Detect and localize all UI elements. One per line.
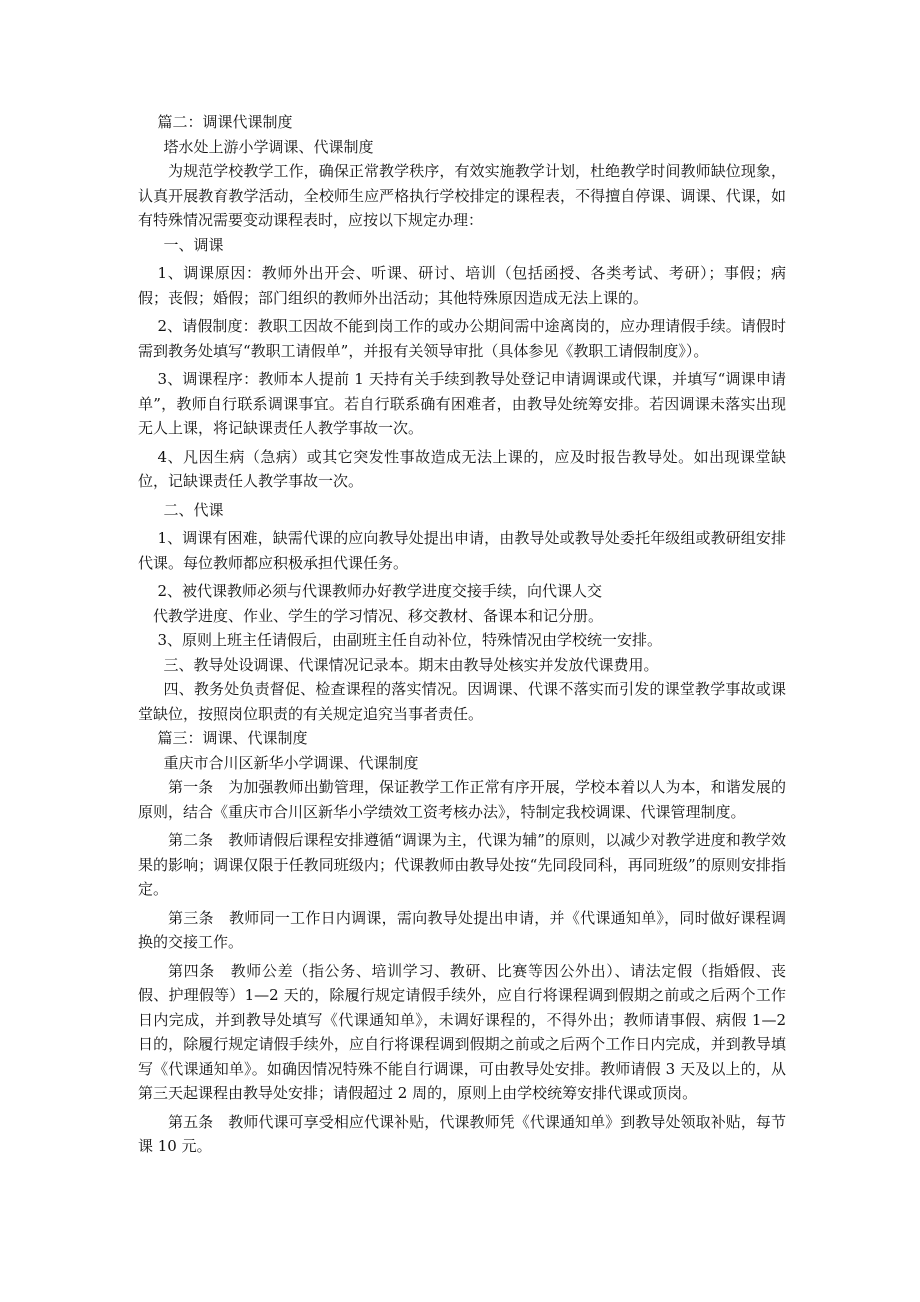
document-body — [138, 110, 786, 1159]
clause-2-leave-system: 2、请假制度：教职工因故不能到岗工作的或办公期间需中途离岗的，应办理请假手续。请假时需到教务处填写“教职工请假单”，并报有关领导审批（具体参见《教职工请假制度》）。 — [138, 317, 786, 360]
intro-paragraph: 为规范学校教学工作，确保正常教学秩序，有效实施教学计划，杜绝教学时间教师缺位现象，认真开展教育教学活动，全校师生应严格执行学校排定的课程表，不得擅自停课、调课、代课，如有特殊情况需要变动课程表时，应按以下规定办理： — [138, 162, 786, 229]
section-three-record: 三、教导处设调课、代课情况记录本。期末由教导处核实并发放代课费用。 — [163, 655, 659, 674]
section-heading-part3: 篇三：调课、代课制度 — [157, 729, 308, 747]
daike-clause-1: 1、调课有困难，缺需代课的应向教导处提出申请，由教导处或教导处委托年级组或教研组安排代课。每位教师都应积极承担代课任务。 — [138, 529, 786, 572]
clause-1-reasons: 1、调课原因：教师外出开会、听课、研讨、培训（包括函授、各类考试、考研）；事假；病假；丧假；婚假；部门组织的教师外出活动；其他特殊原因造成无法上课的。 — [138, 264, 786, 307]
article-1: 第一条 为加强教师出勤管理，保证教学工作正常有序开展，学校本着以人为本，和谐发展的原则，结合《重庆市合川区新华小学绩效工资考核办法》，特制定我校调课、代课管理制度。 — [138, 778, 786, 821]
clause-4-sickness: 4、凡因生病（急病）或其它突发性事故造成无法上课的，应及时报告教导处。如出现课堂缺位，记缺课责任人教学事故一次。 — [138, 447, 786, 490]
daike-clause-2-continued: 代教学进度、作业、学生的学习情况、移交教材、备课本和记分册。 — [153, 606, 604, 625]
section-four-supervision: 四、教务处负责督促、检查课程的落实情况。因调课、代课不落实而引发的课堂教学事故或课堂缺位，按照岗位职责的有关规定追究当事者责任。 — [138, 680, 786, 723]
daike-clause-3: 3、原则上班主任请假后，由副班主任自动补位，特殊情况由学校统一安排。 — [157, 631, 663, 649]
subheading-tiaoke: 一、调课 — [163, 235, 224, 254]
article-4: 第四条 教师公差（指公务、培训学习、教研、比赛等因公外出）、请法定假（指婚假、丧假、护理假等）1—2 天的，除履行规定请假手续外，应自行将课程调到假期之前或之后两个工作日内完成，并到教导处填写《代课通知单》，未调好课程的，不得外出；教师请事假、病假 1—2 日的，除履行规定请假手续外，应自行将课程调到假期之前或之后两个工作日内完成，并到教导填写《代课通知单》。如确因情况特殊不能自行调课，可由教导处安排。教师请假 3 天及以上的，从第三天起课程由教导处安排；请假超过 2 周的，原则上由学校统筹安排代课或顶岗。 — [138, 961, 786, 1102]
clause-3-procedure: 3、调课程序：教师本人提前 1 天持有关手续到教导处登记申请调课或代课，并填写“调课申请单”，教师自行联系调课事宜。若自行联系确有困难者，由教导处统筹安排。若因调课未落实出现无人上课，将记缺课责任人教学事故一次。 — [138, 370, 786, 437]
article-2: 第二条 教师请假后课程安排遵循“调课为主，代课为辅”的原则，以减少对教学进度和教学效果的影响；调课仅限于任教同班级内；代课教师由教导处按“先同段同科，再同班级”的原则安排指定。 — [138, 831, 786, 898]
doc-title-tashui: 塔水处上游小学调课、代课制度 — [163, 137, 374, 156]
doc-title-xinhua: 重庆市合川区新华小学调课、代课制度 — [163, 753, 419, 772]
article-3: 第三条 教师同一工作日内调课，需向教导处提出申请，并《代课通知单》，同时做好课程调换的交接工作。 — [138, 908, 786, 951]
daike-clause-2: 2、被代课教师必须与代课教师办好教学进度交接手续，向代课人交 — [157, 582, 603, 600]
section-heading-part2: 篇二：调课代课制度 — [157, 113, 293, 131]
article-5: 第五条 教师代课可享受相应代课补贴，代课教师凭《代课通知单》到教导处领取补贴，每节课 10 元。 — [138, 1112, 786, 1155]
subheading-daike: 二、代课 — [163, 500, 224, 519]
